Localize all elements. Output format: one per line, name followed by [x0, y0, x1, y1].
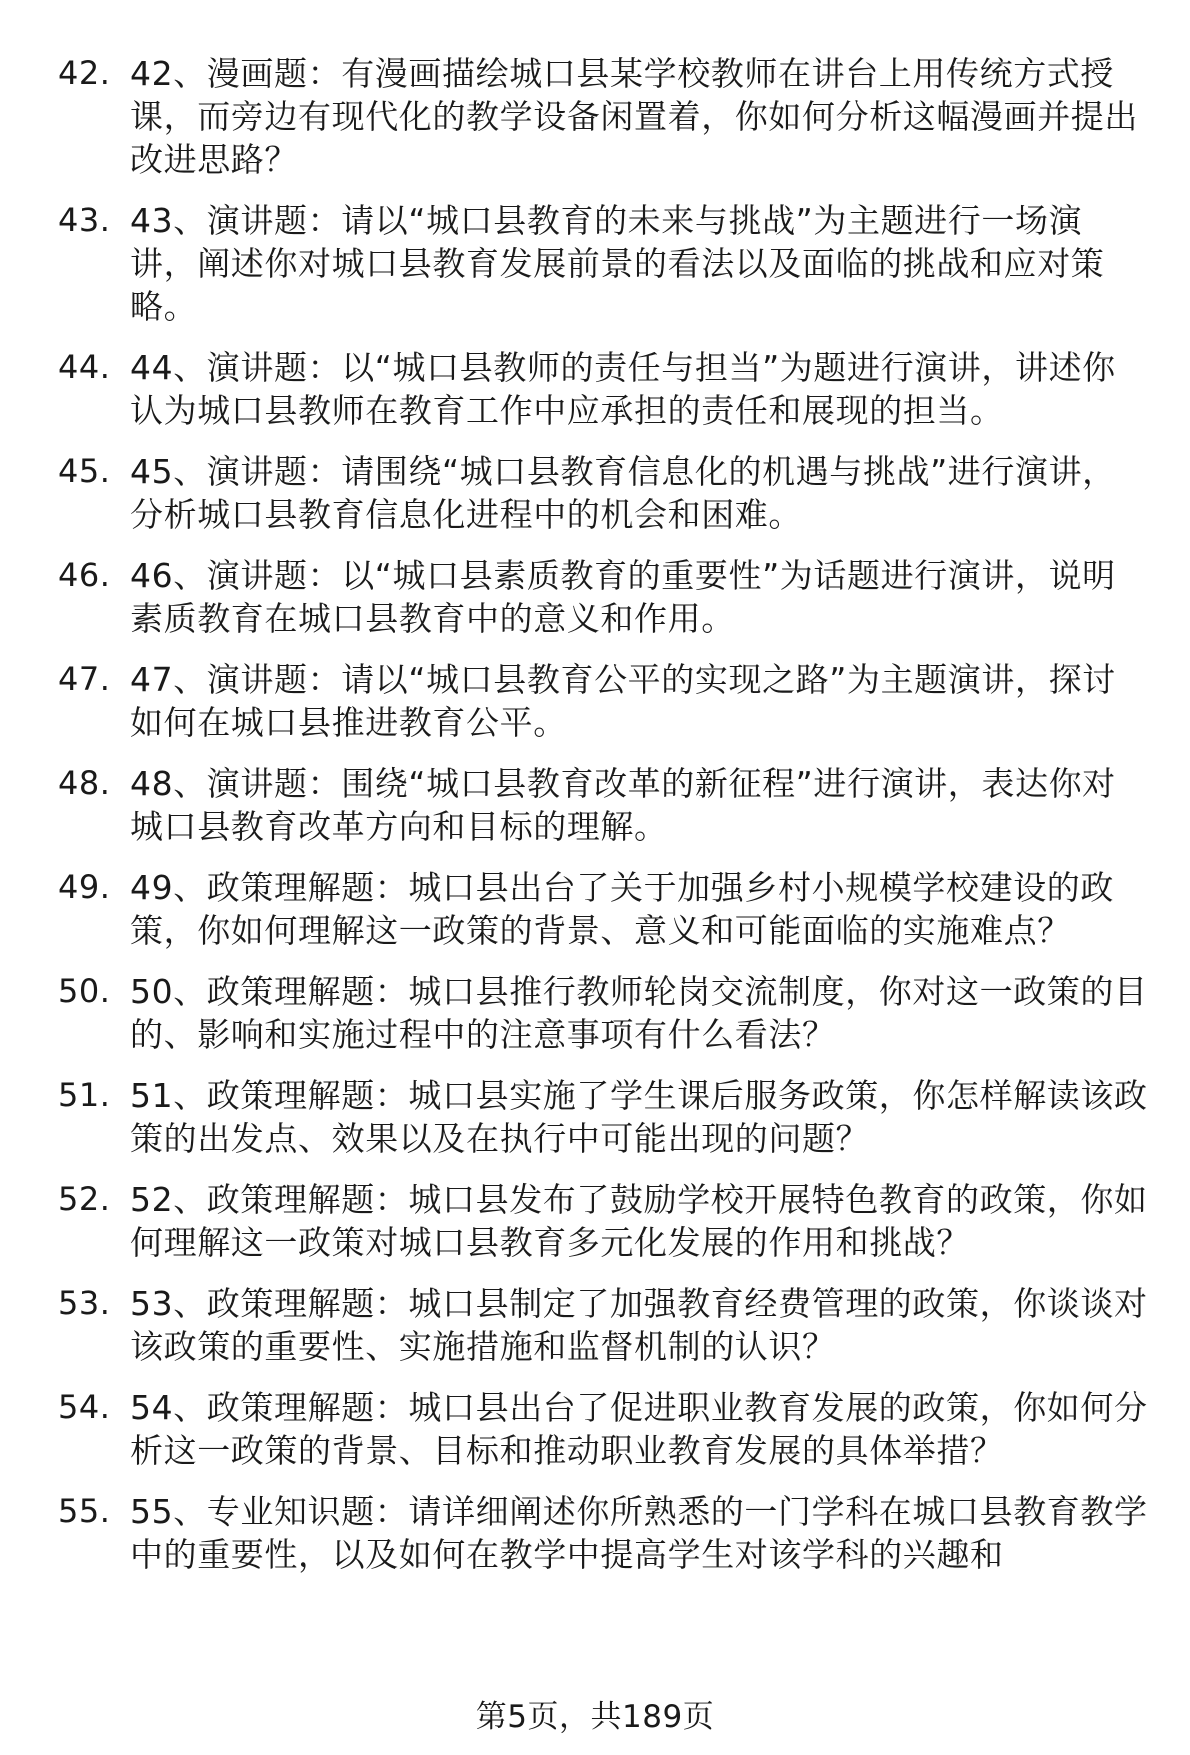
item-text: 55、专业知识题：请详细阐述你所熟悉的一门学科在城口县教育教学中的重要性，以及如何在教学中提高学生对该学科的兴趣和 [130, 1492, 1148, 1574]
item-number: 54. [58, 1388, 111, 1426]
item-number: 43. [58, 201, 111, 239]
item-text: 48、演讲题：围绕“城口县教育改革的新征程”进行演讲，表达你对城口县教育改革方向和目标的理解。 [130, 764, 1116, 846]
item-text: 52、政策理解题：城口县发布了鼓励学校开展特色教育的政策，你如何理解这一政策对城口县教育多元化发展的作用和挑战？ [130, 1180, 1148, 1262]
item-number: 47. [58, 660, 111, 698]
list-item [58, 970, 1148, 1056]
list-item [58, 1178, 1148, 1264]
item-text: 46、演讲题：以“城口县素质教育的重要性”为话题进行演讲，说明素质教育在城口县教育中的意义和作用。 [130, 556, 1116, 638]
item-number: 55. [58, 1492, 111, 1530]
list-item [58, 1386, 1148, 1472]
list-item [58, 1074, 1148, 1160]
item-text: 50、政策理解题：城口县推行教师轮岗交流制度，你对这一政策的目的、影响和实施过程中的注意事项有什么看法？ [130, 972, 1148, 1054]
item-text: 45、演讲题：请围绕“城口县教育信息化的机遇与挑战”进行演讲，分析城口县教育信息化进程中的机会和困难。 [130, 452, 1116, 534]
list-item [58, 1490, 1148, 1576]
list-item [58, 866, 1148, 952]
list-item [58, 554, 1148, 640]
item-number: 44. [58, 348, 111, 386]
list-item [58, 52, 1148, 181]
item-number: 51. [58, 1076, 111, 1114]
list-item [58, 346, 1148, 432]
list-item [58, 1282, 1148, 1368]
item-number: 48. [58, 764, 111, 802]
item-text: 53、政策理解题：城口县制定了加强教育经费管理的政策，你谈谈对该政策的重要性、实施措施和监督机制的认识？ [130, 1284, 1148, 1366]
list-item [58, 199, 1148, 328]
item-number: 46. [58, 556, 111, 594]
item-number: 53. [58, 1284, 111, 1322]
list-item [58, 762, 1148, 848]
item-number: 45. [58, 452, 111, 490]
item-text: 47、演讲题：请以“城口县教育公平的实现之路”为主题演讲，探讨如何在城口县推进教育公平。 [130, 660, 1116, 742]
page-footer: 第5页，共189页 [475, 1699, 715, 1735]
item-number: 50. [58, 972, 111, 1010]
item-text: 51、政策理解题：城口县实施了学生课后服务政策，你怎样解读该政策的出发点、效果以及在执行中可能出现的问题？ [130, 1076, 1148, 1158]
item-text: 44、演讲题：以“城口县教师的责任与担当”为题进行演讲，讲述你认为城口县教师在教育工作中应承担的责任和展现的担当。 [130, 348, 1116, 430]
item-text: 43、演讲题：请以“城口县教育的未来与挑战”为主题进行一场演讲，阐述你对城口县教育发展前景的看法以及面临的挑战和应对策略。 [130, 201, 1105, 326]
item-number: 49. [58, 868, 111, 906]
item-text: 42、漫画题：有漫画描绘城口县某学校教师在讲台上用传统方式授课，而旁边有现代化的教学设备闲置着，你如何分析这幅漫画并提出改进思路？ [130, 54, 1138, 179]
item-number: 52. [58, 1180, 111, 1218]
item-number: 42. [58, 54, 111, 92]
list-item [58, 658, 1148, 744]
list-item [58, 450, 1148, 536]
item-text: 49、政策理解题：城口县出台了关于加强乡村小规模学校建设的政策，你如何理解这一政策的背景、意义和可能面临的实施难点？ [130, 868, 1114, 950]
item-text: 54、政策理解题：城口县出台了促进职业教育发展的政策，你如何分析这一政策的背景、目标和推动职业教育发展的具体举措？ [130, 1388, 1148, 1470]
question-list [58, 52, 1148, 1594]
